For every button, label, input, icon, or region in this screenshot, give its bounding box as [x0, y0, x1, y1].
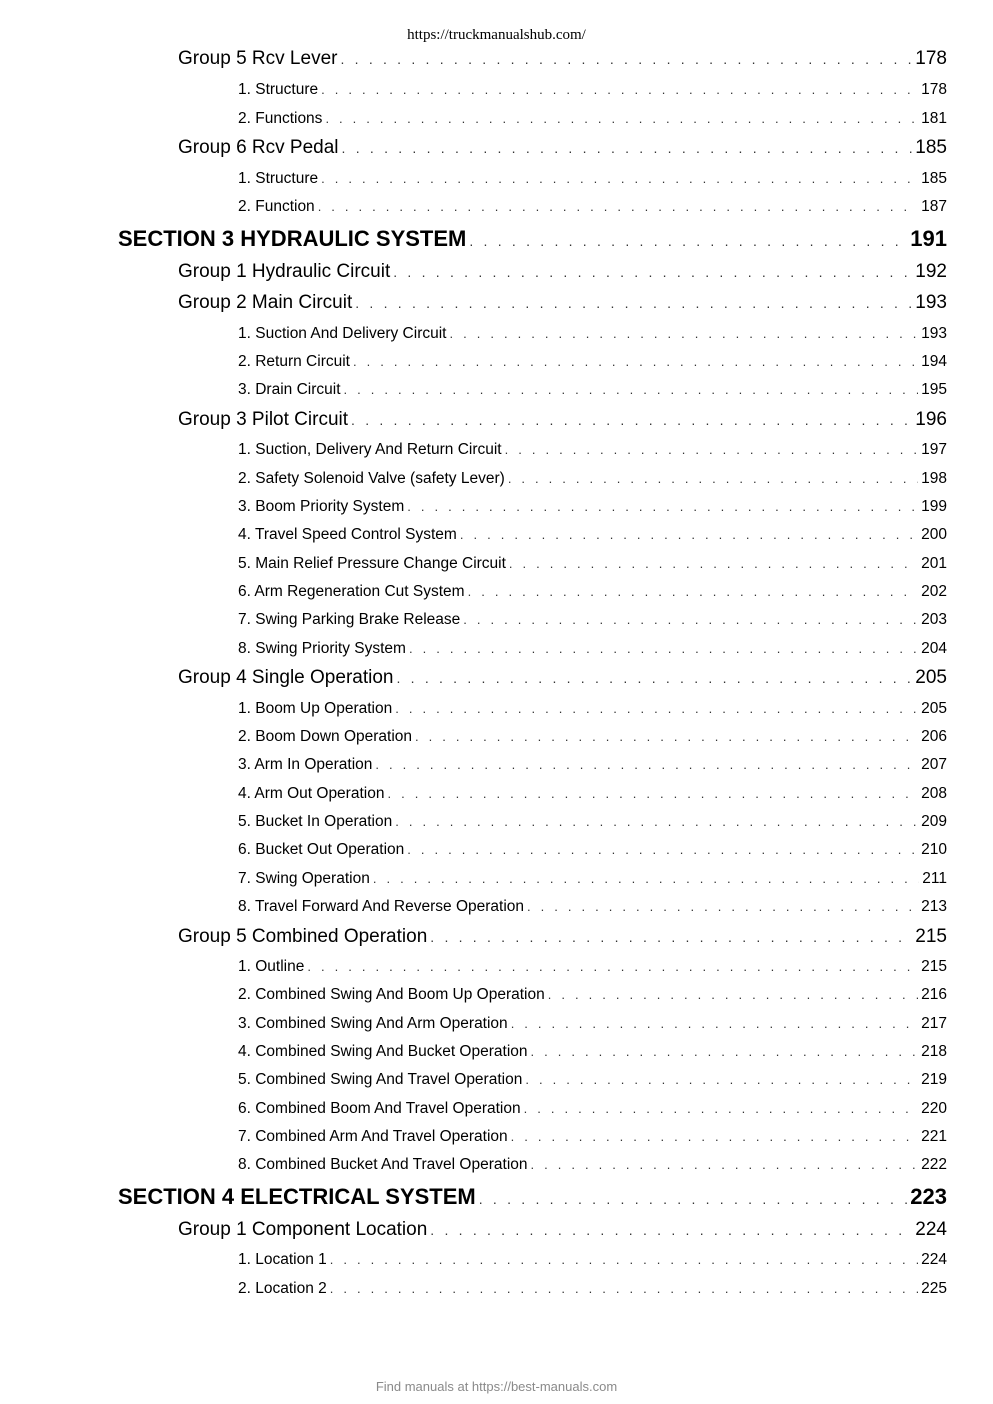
toc-entry-title: 1. Structure [238, 170, 319, 187]
toc-entry-page-number: 206 [921, 728, 947, 745]
toc-item-entry[interactable] [238, 611, 947, 633]
toc-entry-title: Group 5 Rcv Lever [178, 48, 338, 69]
dot-leader [395, 701, 918, 716]
dot-leader [330, 1252, 918, 1267]
toc-item-entry[interactable] [238, 170, 947, 192]
toc-item-entry[interactable] [238, 986, 947, 1008]
dot-leader [407, 842, 918, 857]
toc-entry-page-number: 217 [921, 1015, 947, 1032]
toc-entry-page-number: 225 [921, 1280, 947, 1297]
toc-entry-title: 2. Combined Swing And Boom Up Operation [238, 986, 545, 1003]
toc-entry-title: 3. Arm In Operation [238, 756, 373, 773]
toc-group-entry[interactable] [178, 409, 947, 435]
toc-section-entry[interactable] [118, 1184, 947, 1214]
dot-leader [342, 140, 913, 156]
toc-group-entry[interactable] [178, 137, 947, 163]
toc-item-entry[interactable] [238, 198, 947, 220]
toc-entry-page-number: 205 [915, 667, 947, 688]
toc-entry-title: 7. Swing Parking Brake Release [238, 611, 461, 628]
toc-entry-title: 5. Main Relief Pressure Change Circuit [238, 555, 506, 572]
dot-leader [469, 233, 907, 249]
dot-leader [460, 527, 918, 542]
toc-entry-page-number: 201 [921, 555, 947, 572]
toc-entry-title: 6. Combined Boom And Travel Operation [238, 1100, 521, 1117]
toc-entry-title: 4. Combined Swing And Bucket Operation [238, 1043, 528, 1060]
toc-entry-page-number: 210 [921, 841, 947, 858]
toc-item-entry[interactable] [238, 583, 947, 605]
toc-group-entry[interactable] [178, 667, 947, 693]
toc-item-entry[interactable] [238, 1280, 947, 1302]
toc-entry-page-number: 207 [921, 756, 947, 773]
toc-item-entry[interactable] [238, 1128, 947, 1150]
dot-leader [351, 412, 912, 428]
dot-leader [396, 670, 912, 686]
toc-entry-page-number: 208 [921, 785, 947, 802]
toc-entry-page-number: 198 [921, 470, 947, 487]
toc-entry-page-number: 211 [922, 870, 947, 887]
toc-item-entry[interactable] [238, 813, 947, 835]
toc-entry-page-number: 219 [921, 1071, 947, 1088]
toc-entry-title: SECTION 3 HYDRAULIC SYSTEM [118, 226, 467, 251]
toc-group-entry[interactable] [178, 261, 947, 287]
toc-entry-page-number: 216 [921, 986, 947, 1003]
toc-entry-title: 8. Travel Forward And Reverse Operation [238, 898, 525, 915]
toc-group-entry[interactable] [178, 926, 947, 952]
toc-entry-title: 2. Location 2 [238, 1280, 327, 1297]
dot-leader [325, 111, 918, 126]
toc-entry-page-number: 185 [915, 137, 947, 158]
toc-entry-page-number: 200 [921, 526, 947, 543]
dot-leader [415, 729, 918, 744]
toc-entry-page-number: 181 [921, 110, 947, 127]
toc-item-entry[interactable] [238, 870, 947, 892]
dot-leader [525, 1072, 918, 1087]
toc-item-entry[interactable] [238, 381, 947, 403]
toc-group-entry[interactable] [178, 292, 947, 318]
toc-entry-page-number: 197 [921, 441, 947, 458]
toc-item-entry[interactable] [238, 1043, 947, 1065]
toc-entry-page-number: 196 [915, 409, 947, 430]
dot-leader [340, 51, 912, 67]
dot-leader [463, 612, 918, 627]
toc-entry-title: Group 2 Main Circuit [178, 292, 353, 313]
toc-entry-title: Group 5 Combined Operation [178, 926, 428, 947]
toc-item-entry[interactable] [238, 526, 947, 548]
toc-entry-page-number: 215 [915, 926, 947, 947]
dot-leader [524, 1101, 919, 1116]
toc-item-entry[interactable] [238, 841, 947, 863]
toc-entry-title: Group 1 Hydraulic Circuit [178, 261, 391, 282]
dot-leader [531, 1157, 919, 1172]
toc-group-entry[interactable] [178, 48, 947, 74]
dot-leader [355, 295, 912, 311]
toc-item-entry[interactable] [238, 728, 947, 750]
toc-entry-title: 1. Suction, Delivery And Return Circuit [238, 441, 502, 458]
dot-leader [407, 499, 918, 514]
toc-item-entry[interactable] [238, 958, 947, 980]
toc-entry-page-number: 220 [921, 1100, 947, 1117]
toc-entry-page-number: 178 [915, 48, 947, 69]
toc-item-entry[interactable] [238, 700, 947, 722]
toc-entry-title: 1. Structure [238, 81, 319, 98]
toc-entry-title: Group 1 Component Location [178, 1219, 428, 1240]
toc-entry-title: 8. Swing Priority System [238, 640, 406, 657]
toc-entry-page-number: 223 [910, 1184, 947, 1209]
toc-entry-page-number: 199 [921, 498, 947, 515]
toc-entry-title: SECTION 4 ELECTRICAL SYSTEM [118, 1184, 476, 1209]
toc-entry-title: 1. Suction And Delivery Circuit [238, 325, 447, 342]
toc-entry-title: 3. Drain Circuit [238, 381, 341, 398]
dot-leader [321, 171, 918, 186]
toc-entry-page-number: 187 [921, 198, 947, 215]
toc-entry-page-number: 185 [921, 170, 947, 187]
dot-leader [387, 786, 918, 801]
toc-entry-page-number: 193 [921, 325, 947, 342]
dot-leader [509, 556, 918, 571]
dot-leader [375, 757, 918, 772]
toc-item-entry[interactable] [238, 441, 947, 463]
toc-item-entry[interactable] [238, 1015, 947, 1037]
footer-text[interactable]: Find manuals at https://best-manuals.com [375, 1379, 618, 1394]
toc-entry-title: 2. Safety Solenoid Valve (safety Lever) [238, 470, 505, 487]
toc-item-entry[interactable] [238, 1100, 947, 1122]
toc-entry-title: 2. Boom Down Operation [238, 728, 413, 745]
toc-item-entry[interactable] [238, 498, 947, 520]
toc-entry-page-number: 192 [915, 261, 947, 282]
dot-leader [373, 871, 919, 886]
toc-entry-page-number: 194 [921, 353, 947, 370]
toc-entry-title: 2. Return Circuit [238, 353, 350, 370]
dot-leader [307, 959, 918, 974]
dot-leader [409, 641, 918, 656]
dot-leader [353, 354, 918, 369]
toc-entry-page-number: 204 [921, 640, 947, 657]
dot-leader [511, 1129, 918, 1144]
toc-entry-page-number: 209 [921, 813, 947, 830]
dot-leader [430, 1222, 912, 1238]
toc-group-entry[interactable] [178, 1219, 947, 1245]
toc-entry-title: 4. Travel Speed Control System [238, 526, 457, 543]
dot-leader [505, 442, 919, 457]
header-url[interactable]: https://truckmanualshub.com/ [407, 27, 586, 43]
toc-item-entry[interactable] [238, 1156, 947, 1178]
toc-entry-title: 3. Combined Swing And Arm Operation [238, 1015, 508, 1032]
toc-entry-title: 3. Boom Priority System [238, 498, 405, 515]
dot-leader [321, 82, 918, 97]
toc-item-entry[interactable] [238, 353, 947, 375]
dot-leader [430, 929, 912, 945]
toc-entry-title: Group 4 Single Operation [178, 667, 394, 688]
toc-item-entry[interactable] [238, 470, 947, 492]
toc-entry-title: 5. Bucket In Operation [238, 813, 393, 830]
toc-entry-page-number: 202 [921, 583, 947, 600]
toc-entry-title: 6. Arm Regeneration Cut System [238, 583, 465, 600]
toc-entry-title: 2. Functions [238, 110, 323, 127]
toc-entry-title: 1. Location 1 [238, 1251, 327, 1268]
dot-leader [393, 264, 912, 280]
dot-leader [479, 1191, 908, 1207]
dot-leader [548, 987, 918, 1002]
toc-item-entry[interactable] [238, 81, 947, 103]
toc-entry-page-number: 213 [921, 898, 947, 915]
toc-item-entry[interactable] [238, 110, 947, 132]
toc-item-entry[interactable] [238, 1251, 947, 1273]
toc-entry-title: 1. Outline [238, 958, 305, 975]
toc-entry-title: 8. Combined Bucket And Travel Operation [238, 1156, 528, 1173]
toc-entry-title: 7. Swing Operation [238, 870, 370, 887]
dot-leader [508, 471, 918, 486]
toc-entry-title: 2. Function [238, 198, 315, 215]
dot-leader [318, 199, 918, 214]
toc-item-entry[interactable] [238, 756, 947, 778]
dot-leader [468, 584, 919, 599]
toc-entry-page-number: 222 [921, 1156, 947, 1173]
toc-entry-page-number: 203 [921, 611, 947, 628]
toc-entry-title: Group 6 Rcv Pedal [178, 137, 339, 158]
dot-leader [531, 1044, 919, 1059]
toc-entry-page-number: 215 [921, 958, 947, 975]
toc-entry-page-number: 224 [921, 1251, 947, 1268]
toc-item-entry[interactable] [238, 640, 947, 662]
toc-entry-page-number: 224 [915, 1219, 947, 1240]
toc-entry-page-number: 218 [921, 1043, 947, 1060]
dot-leader [449, 326, 918, 341]
toc-entry-title: 4. Arm Out Operation [238, 785, 385, 802]
toc-entry-title: Group 3 Pilot Circuit [178, 409, 349, 430]
toc-entry-title: 7. Combined Arm And Travel Operation [238, 1128, 508, 1145]
toc-entry-title: 6. Bucket Out Operation [238, 841, 405, 858]
toc-entry-page-number: 191 [910, 226, 947, 251]
toc-item-entry[interactable] [238, 555, 947, 577]
toc-entry-page-number: 193 [915, 292, 947, 313]
dot-leader [395, 814, 918, 829]
dot-leader [344, 382, 919, 397]
toc-item-entry[interactable] [238, 785, 947, 807]
toc-item-entry[interactable] [238, 1071, 947, 1093]
toc-item-entry[interactable] [238, 325, 947, 347]
toc-entry-page-number: 205 [921, 700, 947, 717]
toc-entry-title: 1. Boom Up Operation [238, 700, 393, 717]
toc-section-entry[interactable] [118, 226, 947, 256]
toc-entry-page-number: 221 [921, 1128, 947, 1145]
dot-leader [330, 1281, 918, 1296]
dot-leader [511, 1016, 918, 1031]
dot-leader [527, 899, 918, 914]
toc-entry-title: 5. Combined Swing And Travel Operation [238, 1071, 523, 1088]
toc-entry-page-number: 178 [921, 81, 947, 98]
toc-item-entry[interactable] [238, 898, 947, 920]
toc-entry-page-number: 195 [921, 381, 947, 398]
